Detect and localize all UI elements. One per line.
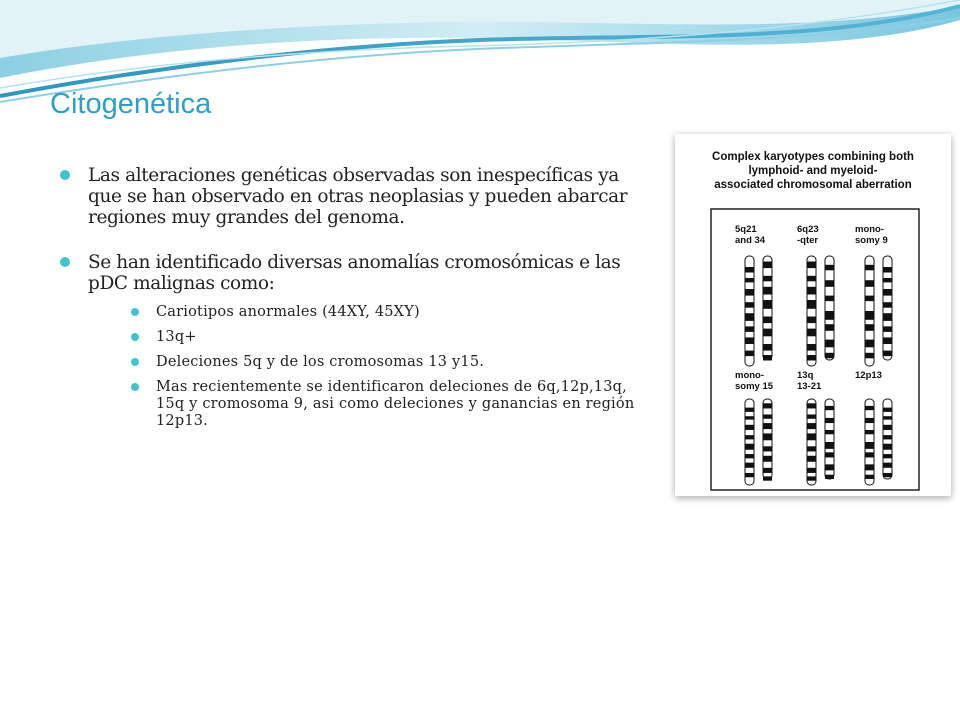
panel-label: and 34 [735, 235, 766, 246]
chromosome-band [865, 296, 874, 302]
chromosome-band [807, 317, 816, 324]
chromosome-band [807, 456, 816, 462]
chromosome-band [745, 326, 754, 332]
chromosome-band [763, 468, 772, 473]
chromosome-band [883, 454, 892, 458]
chromosome-band [825, 311, 834, 320]
slide-content [58, 165, 648, 454]
chromosome-band [807, 414, 816, 418]
sub-bullet-dot-icon [131, 383, 139, 391]
chromosome-band [825, 265, 834, 271]
chromosome-band [865, 311, 874, 320]
chromosome-band [807, 468, 816, 473]
panel-label: somy 15 [735, 381, 774, 392]
chromosome-band [807, 262, 816, 269]
chromosome-band [883, 408, 892, 412]
chromosome-band [807, 476, 816, 480]
chromosome-band [883, 313, 892, 321]
chromosome-band [807, 329, 816, 337]
chromosome-band [745, 408, 754, 412]
chromosome-band [763, 456, 772, 462]
chromosome-band [745, 416, 754, 419]
sub-bullet-text: Cariotipos anormales (44XY, 45XY) [156, 304, 420, 320]
chromosome-band [825, 475, 834, 479]
chromosome-band [883, 444, 892, 450]
chromosome-band [825, 464, 834, 470]
chromosome-band [807, 276, 816, 282]
panel-label: 12p13 [855, 370, 882, 381]
slide-title: Citogenética [50, 88, 212, 120]
chromosome-band [763, 355, 772, 361]
chromosome-band [883, 351, 892, 357]
chromosome-band [745, 351, 754, 357]
chromosome-band [807, 287, 816, 295]
sub-bullet-item [88, 304, 648, 321]
panel-label: somy 9 [855, 235, 888, 246]
figure-title-line: lymphoid- and myeloid- [748, 165, 878, 177]
chromosome-band [825, 296, 834, 302]
sub-bullet-dot-icon [131, 333, 139, 341]
chromosome-band [745, 289, 754, 296]
chromosome-band [883, 473, 892, 477]
chromosome-band [865, 430, 874, 434]
chromosome-band [745, 473, 754, 477]
sub-bullet-text: Deleciones 5q y de los cromosomas 13 y15. [156, 354, 485, 370]
chromosome-band [745, 435, 754, 439]
chromosome-band [865, 353, 874, 359]
chromosome-band [883, 463, 892, 468]
chromosome-band [807, 300, 816, 309]
chromosome-band [763, 344, 772, 351]
bullet-dot-icon [60, 170, 70, 180]
bullet-item [58, 252, 648, 430]
chromosome-band [825, 324, 834, 331]
bullet-text: Se han identificado diversas anomalías cromosómicas e las pDC malignas como: [88, 252, 621, 294]
chromosome-band [807, 344, 816, 351]
chromosome-band [763, 403, 772, 408]
chromosome-band [745, 425, 754, 430]
chromosome-band [883, 302, 892, 308]
chromosome-band [807, 423, 816, 429]
chromosome-band [865, 265, 874, 271]
figure-title-line: associated chromosomal aberration [714, 179, 912, 191]
sub-bullet-list [88, 304, 648, 430]
sub-bullet-dot-icon [131, 358, 139, 366]
chromosome-band [763, 287, 772, 295]
karyotype-figure [675, 134, 951, 496]
chromosome-band [865, 442, 874, 449]
panel-label: 13q [797, 370, 814, 381]
chromosome-band [825, 418, 834, 423]
chromosome-band [865, 475, 874, 479]
chromosome-band [745, 267, 754, 273]
panel-label: 13-21 [797, 381, 822, 392]
chromosome-band [745, 337, 754, 344]
chromosome-band [865, 418, 874, 423]
chromosome-band [865, 340, 874, 348]
chromosome-band [807, 355, 816, 361]
chromosome-band [883, 337, 892, 344]
chromosome-band [865, 452, 874, 457]
karyotype-figure-image [675, 134, 951, 496]
chromosome-band [865, 406, 874, 410]
chromosome-band [825, 353, 834, 359]
bullet-item [58, 165, 648, 228]
sub-bullet-text: 13q+ [156, 329, 197, 345]
chromosome-band [763, 262, 772, 269]
chromosome-band [883, 267, 892, 273]
panel-label: 5q21 [735, 224, 757, 235]
panel-label: -qter [797, 235, 819, 246]
chromosome-band [763, 300, 772, 309]
chromosome-band [807, 403, 816, 408]
chromosome-band [763, 414, 772, 418]
chromosome-band [745, 313, 754, 321]
chromosome-band [745, 278, 754, 282]
chromosome-band [883, 435, 892, 439]
chromosome-band [883, 416, 892, 419]
chromosome-band [745, 454, 754, 458]
bullet-dot-icon [60, 257, 70, 267]
chromosome-band [865, 280, 874, 287]
chromosome-band [763, 433, 772, 440]
sub-bullet-dot-icon [131, 308, 139, 316]
chromosome-band [825, 430, 834, 434]
chromosome-band [807, 433, 816, 440]
chromosome-band [883, 289, 892, 296]
chromosome-band [745, 302, 754, 308]
panel-label: 6q23 [797, 224, 819, 235]
chromosome-band [763, 276, 772, 282]
chromosome-band [763, 476, 772, 480]
chromosome-band [745, 463, 754, 468]
bullet-text: Las alteraciones genéticas observadas son inespecíficas ya que se han observado en otras neoplasias y pueden abarcar regiones muy grandes del genoma. [88, 165, 628, 228]
chromosome-band [763, 317, 772, 324]
chromosome-band [883, 278, 892, 282]
sub-bullet-item [88, 379, 648, 430]
chromosome-band [825, 340, 834, 348]
chromosome-band [825, 452, 834, 457]
chromosome-band [825, 442, 834, 449]
sub-bullet-item [88, 354, 648, 371]
chromosome-band [825, 406, 834, 410]
chromosome-band [807, 446, 816, 451]
sub-bullet-text: Mas recientemente se identificaron deleciones de 6q,12p,13q, 15q y cromosoma 9, asi como deleciones y ganancias en región 12p13. [156, 379, 635, 429]
chromosome-band [745, 444, 754, 450]
chromosome-band [825, 280, 834, 287]
chromosome-band [883, 326, 892, 332]
chromosome-band [865, 464, 874, 470]
chromosome-band [883, 425, 892, 430]
chromosome-band [865, 324, 874, 331]
chromosome-band [763, 423, 772, 429]
panel-label: mono- [735, 370, 765, 381]
figure-title-line: Complex karyotypes combining both [712, 151, 914, 163]
panel-label: mono- [855, 224, 885, 235]
chromosome-band [763, 329, 772, 337]
chromosome-band [763, 446, 772, 451]
sub-bullet-item [88, 329, 648, 346]
